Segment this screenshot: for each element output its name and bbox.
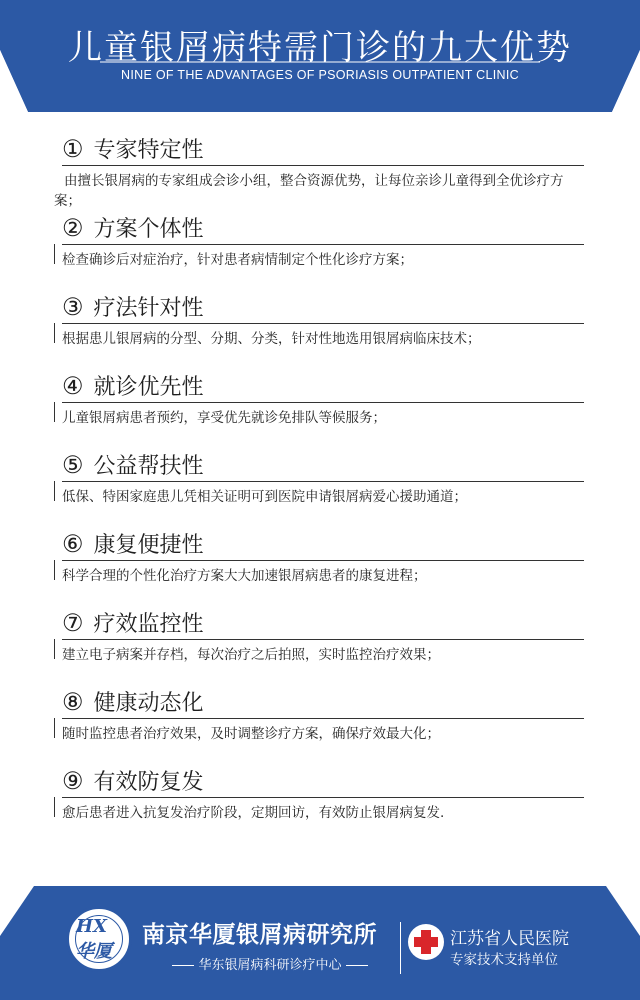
item-heading bbox=[62, 133, 204, 164]
item-number: ⑤ bbox=[62, 450, 84, 479]
item-description: 检查确诊后对症治疗，针对患者病情制定个性化诊疗方案； bbox=[62, 252, 413, 268]
item-divider-tick bbox=[54, 718, 55, 738]
institute-subtitle: 华东银屑病科研诊疗中心 bbox=[198, 958, 342, 973]
item-divider bbox=[62, 797, 584, 798]
list-item bbox=[0, 286, 640, 365]
institute-subtitle-row bbox=[150, 954, 390, 973]
page-title: 儿童银屑病特需门诊的九大优势 bbox=[68, 28, 572, 68]
institute-name: 南京华厦银屑病研究所 bbox=[142, 922, 377, 948]
item-divider bbox=[62, 165, 584, 166]
item-heading bbox=[62, 449, 204, 480]
item-number: ⑦ bbox=[62, 608, 84, 637]
item-description: 由擅长银屑病的专家组成会诊小组，整合资源优势，让每位亲诊儿童得到全优诊疗方案； bbox=[54, 173, 564, 209]
item-number: ④ bbox=[62, 371, 84, 400]
item-title: 就诊优先性 bbox=[93, 375, 204, 400]
item-description: 随时监控患者治疗效果，及时调整诊疗方案，确保疗效最大化； bbox=[62, 726, 440, 742]
item-heading bbox=[62, 765, 204, 796]
item-heading bbox=[62, 607, 204, 638]
dash-right bbox=[346, 965, 368, 966]
item-heading bbox=[62, 686, 204, 717]
item-description: 低保、特困家庭患儿凭相关证明可到医院申请银屑病爱心援助通道； bbox=[62, 489, 467, 505]
item-description: 建立电子病案并存档，每次治疗之后拍照，实时监控治疗效果； bbox=[62, 647, 440, 663]
item-heading bbox=[62, 212, 204, 243]
list-item bbox=[0, 365, 640, 444]
item-divider bbox=[62, 639, 584, 640]
item-divider-tick bbox=[54, 323, 55, 343]
item-heading bbox=[62, 370, 204, 401]
item-title: 康复便捷性 bbox=[93, 533, 204, 558]
item-number: ③ bbox=[62, 292, 84, 321]
hospital-subtitle: 专家技术支持单位 bbox=[450, 952, 558, 968]
item-heading bbox=[62, 528, 204, 559]
list-item bbox=[0, 128, 640, 207]
list-item bbox=[0, 760, 640, 839]
item-description: 科学合理的个性化治疗方案大大加速银屑病患者的康复进程； bbox=[62, 568, 427, 584]
list-item bbox=[0, 207, 640, 286]
item-title: 方案个体性 bbox=[93, 217, 204, 242]
item-title: 健康动态化 bbox=[93, 691, 204, 716]
header-banner bbox=[0, 0, 640, 112]
item-divider-tick bbox=[54, 244, 55, 264]
red-cross-icon bbox=[408, 924, 444, 960]
item-divider bbox=[62, 481, 584, 482]
item-number: ⑨ bbox=[62, 766, 84, 795]
item-description: 儿童银屑病患者预约，享受优先就诊免排队等候服务； bbox=[62, 410, 386, 426]
seal-logo-icon bbox=[66, 906, 132, 972]
list-item bbox=[0, 681, 640, 760]
hospital-name: 江苏省人民医院 bbox=[450, 929, 569, 949]
item-divider-tick bbox=[54, 481, 55, 501]
footer-divider bbox=[400, 922, 401, 974]
dash-left bbox=[172, 965, 194, 966]
item-description: 根据患儿银屑病的分型、分期、分类，针对性地选用银屑病临床技术； bbox=[62, 331, 481, 347]
footer-banner bbox=[0, 886, 640, 1000]
item-title: 疗法针对性 bbox=[93, 296, 204, 321]
list-item bbox=[0, 523, 640, 602]
item-title: 有效防复发 bbox=[93, 770, 204, 795]
item-title: 疗效监控性 bbox=[93, 612, 204, 637]
item-divider-tick bbox=[54, 402, 55, 422]
advantages-list bbox=[0, 128, 640, 839]
item-divider-tick bbox=[54, 797, 55, 817]
item-divider bbox=[62, 244, 584, 245]
list-item bbox=[0, 444, 640, 523]
item-divider bbox=[62, 560, 584, 561]
item-title: 公益帮扶性 bbox=[93, 454, 204, 479]
seal-logo-mark: HX 华厦 bbox=[75, 915, 123, 963]
item-number: ⑧ bbox=[62, 687, 84, 716]
item-number: ② bbox=[62, 213, 84, 242]
item-divider bbox=[62, 323, 584, 324]
page-subtitle: NINE OF THE ADVANTAGES OF PSORIASIS OUTPATIENT CLINIC bbox=[121, 68, 519, 82]
item-title: 专家特定性 bbox=[93, 138, 204, 163]
item-heading bbox=[62, 291, 204, 322]
item-number: ⑥ bbox=[62, 529, 84, 558]
item-divider bbox=[62, 718, 584, 719]
list-item bbox=[0, 602, 640, 681]
item-divider bbox=[62, 402, 584, 403]
item-divider-tick bbox=[54, 639, 55, 659]
item-description: 愈后患者进入抗复发治疗阶段，定期回访，有效防止银屑病复发. bbox=[62, 805, 445, 821]
item-divider-tick bbox=[54, 560, 55, 580]
item-number: ① bbox=[62, 134, 84, 163]
